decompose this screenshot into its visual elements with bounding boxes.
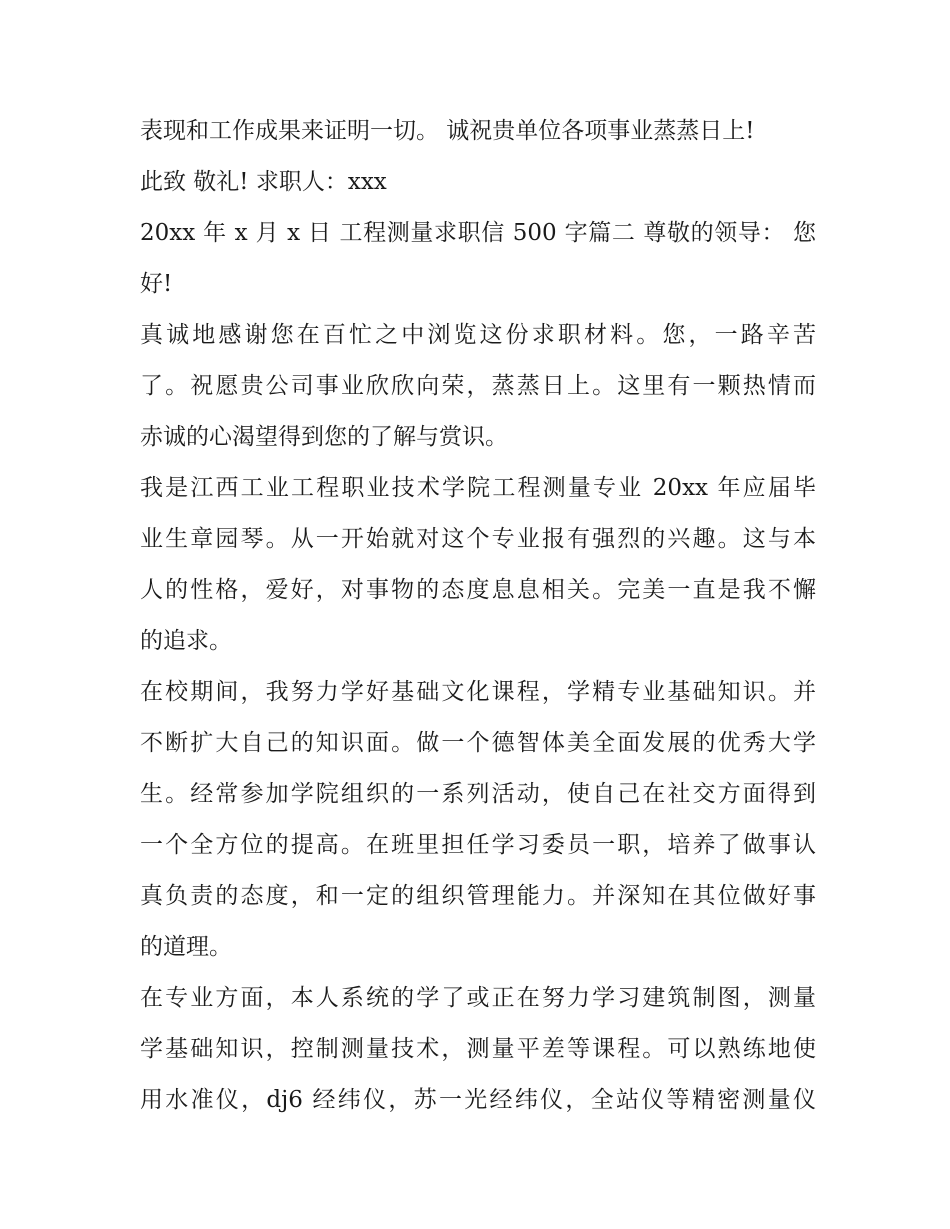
text-line: 表现和工作成果来证明一切。 诚祝贵单位各项事业蒸蒸日上! [140, 118, 755, 144]
text-line: 此致 敬礼! 求职人：xxx [140, 169, 387, 195]
text-line: 的追求。 [140, 628, 232, 654]
text-line: 人的性格，爱好，对事物的态度息息相关。完美一直是我不懈 [140, 577, 816, 603]
text-line: 了。祝愿贵公司事业欣欣向荣，蒸蒸日上。这里有一颗热情而 [140, 373, 816, 399]
text-line: 20xx 年 x 月 x 日 工程测量求职信 500 字篇二 尊敬的领导： 您 [140, 220, 816, 246]
text-line: 我是江西工业工程职业技术学院工程测量专业 20xx 年应届毕 [140, 475, 816, 501]
text-line: 用水准仪，dj6 经纬仪，苏一光经纬仪，全站仪等精密测量仪 [140, 1087, 816, 1113]
text-line: 的道理。 [140, 934, 232, 960]
document-body [140, 106, 816, 1126]
text-line: 好! [140, 271, 173, 297]
text-line: 业生章园琴。从一开始就对这个专业报有强烈的兴趣。这与本 [140, 526, 816, 552]
text-line: 不断扩大自己的知识面。做一个德智体美全面发展的优秀大学 [140, 730, 816, 756]
text-line: 在专业方面，本人系统的学了或正在努力学习建筑制图，测量 [140, 985, 816, 1011]
text-line: 真诚地感谢您在百忙之中浏览这份求职材料。您，一路辛苦 [140, 322, 816, 348]
text-line: 生。经常参加学院组织的一系列活动，使自己在社交方面得到 [140, 781, 816, 807]
text-line: 学基础知识，控制测量技术，测量平差等课程。可以熟练地使 [140, 1036, 816, 1062]
text-line: 赤诚的心渴望得到您的了解与赏识。 [140, 424, 508, 450]
text-line: 真负责的态度，和一定的组织管理能力。并深知在其位做好事 [140, 883, 816, 909]
text-line: 在校期间，我努力学好基础文化课程，学精专业基础知识。并 [140, 679, 816, 705]
text-line: 一个全方位的提高。在班里担任学习委员一职，培养了做事认 [140, 832, 816, 858]
